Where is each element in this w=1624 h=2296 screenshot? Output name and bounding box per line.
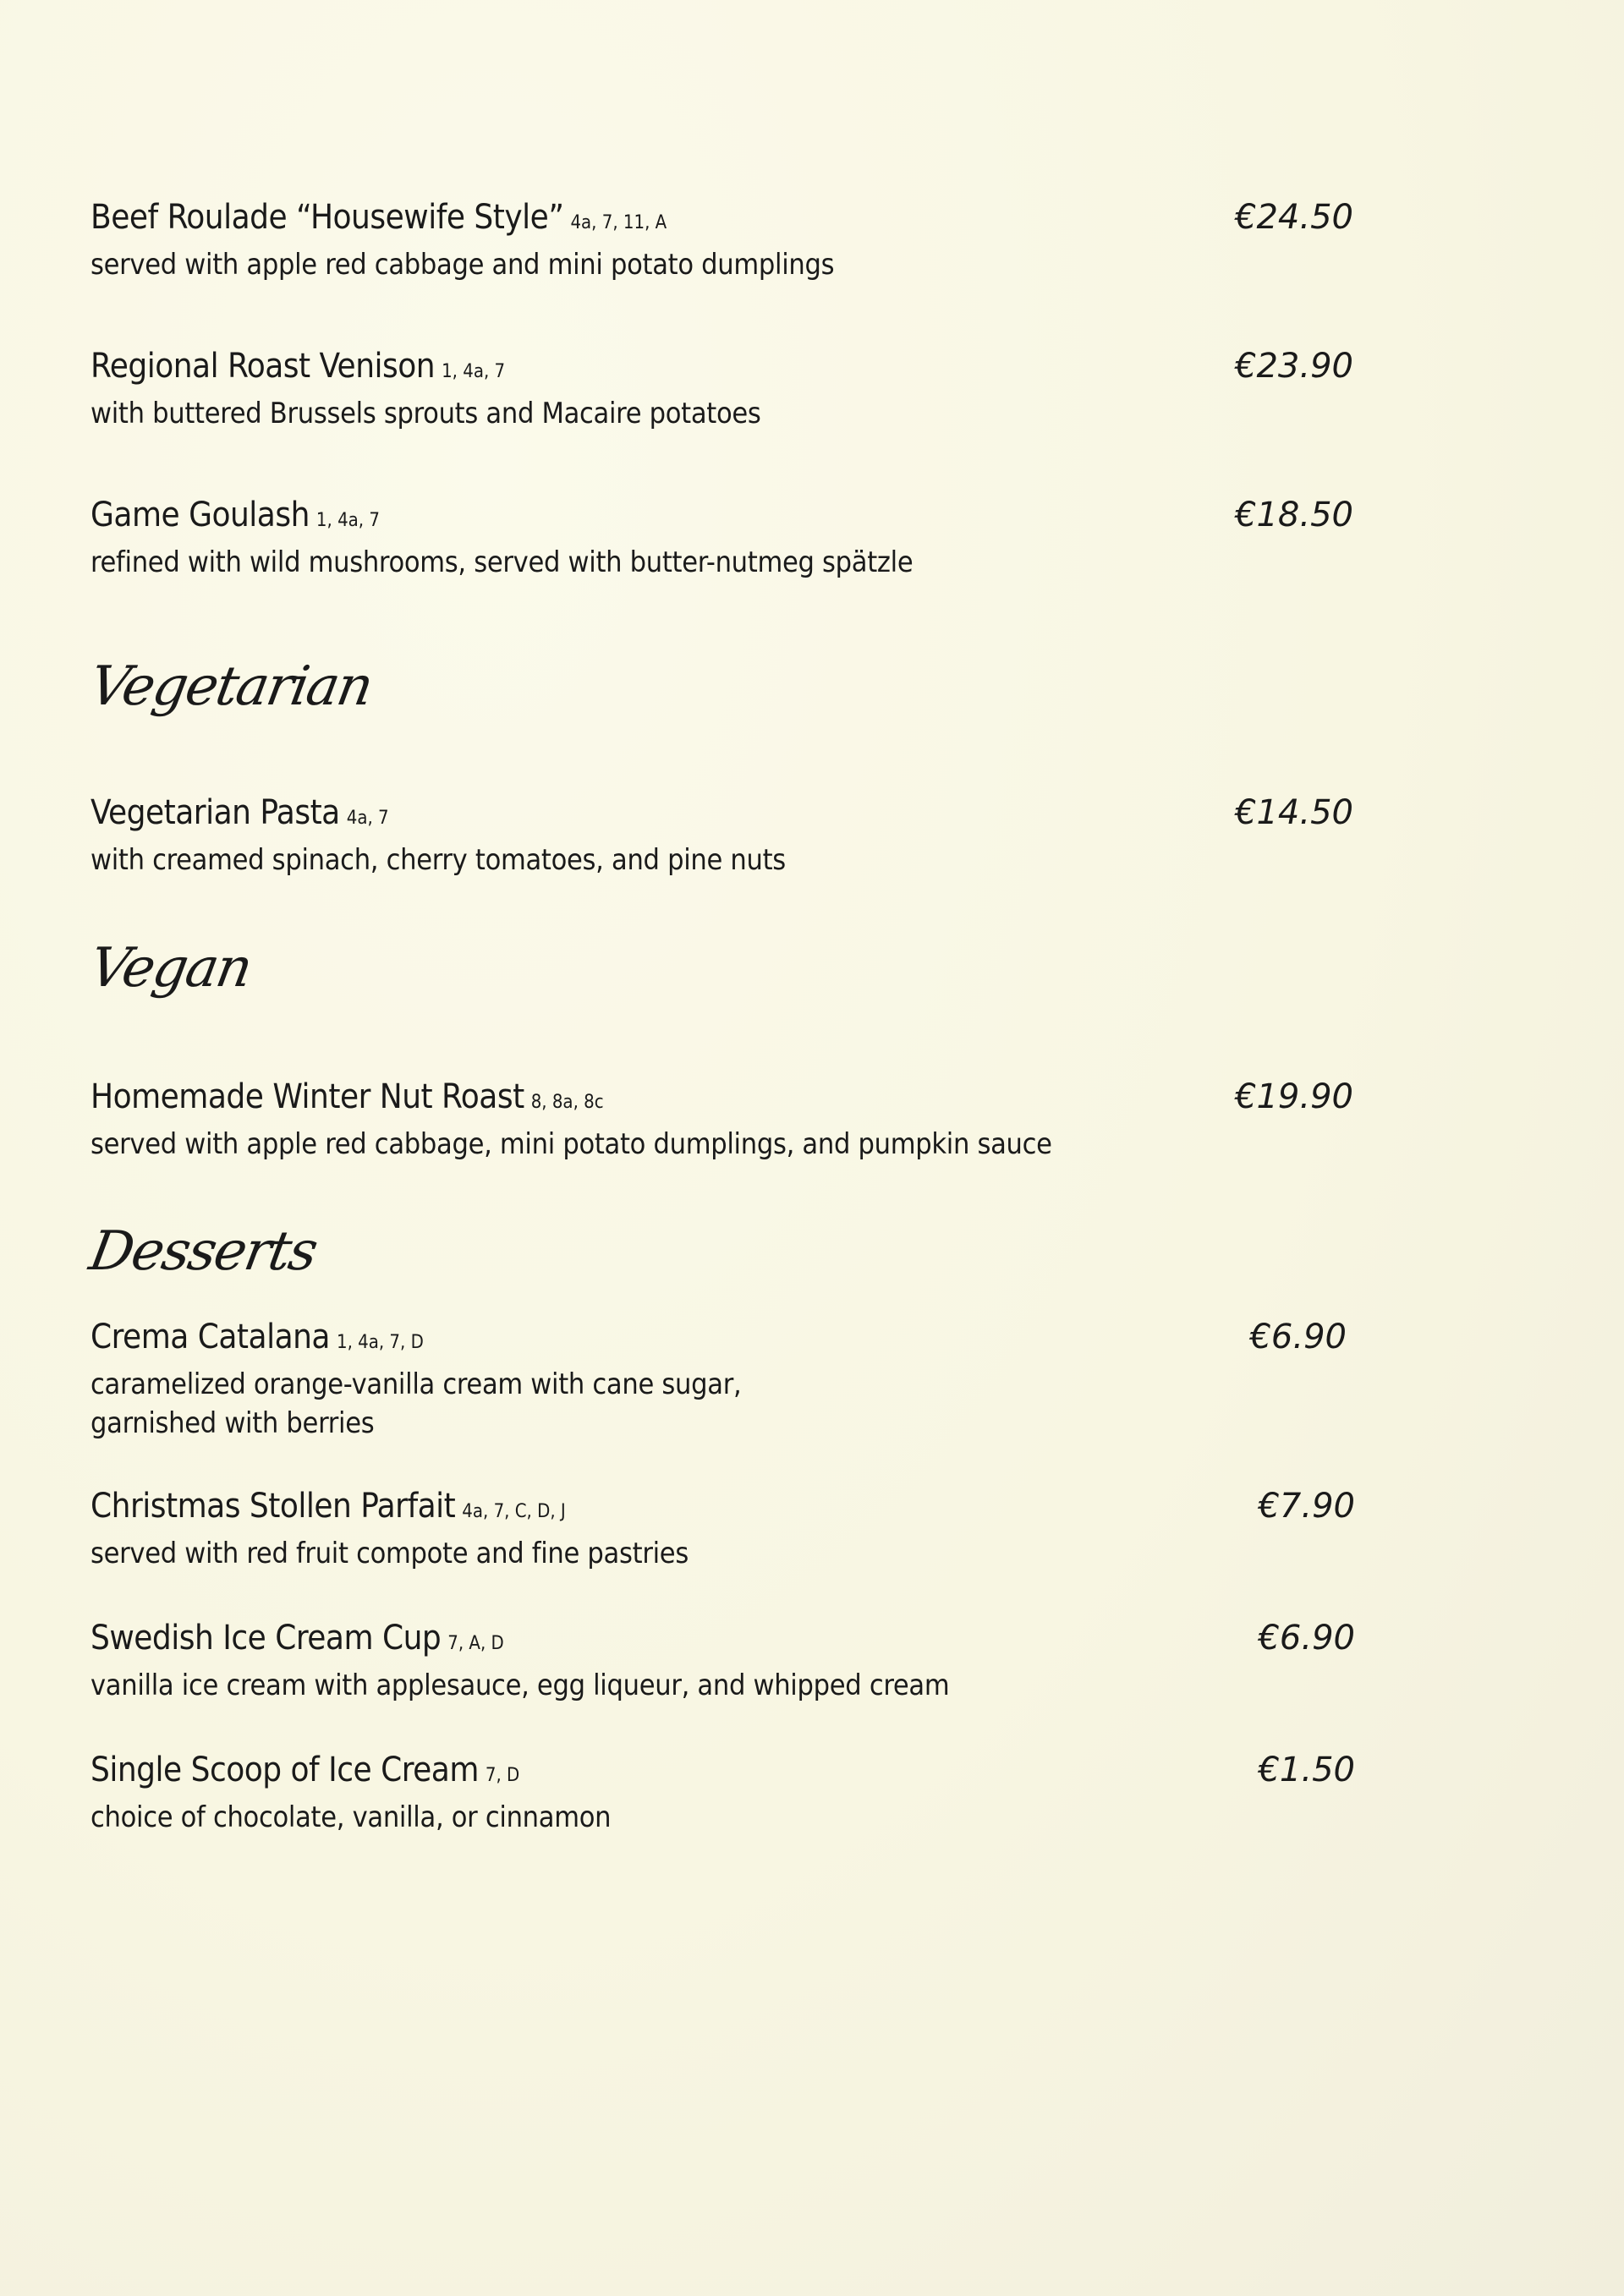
item-allergens: 7, A, D bbox=[447, 1633, 504, 1654]
item-name: Swedish Ice Cream Cup bbox=[91, 1619, 442, 1658]
item-name: Beef Roulade “Housewife Style” bbox=[91, 198, 564, 237]
item-name: Game Goulash bbox=[91, 496, 310, 534]
item-description: with creamed spinach, cherry tomatoes, and pine nuts bbox=[91, 843, 786, 877]
item-price: €6.90 bbox=[1249, 1318, 1347, 1356]
menu-item bbox=[91, 1748, 1376, 1837]
item-description: caramelized orange-vanilla cream with cane sugar, bbox=[91, 1367, 742, 1401]
item-description-line2: garnished with berries bbox=[91, 1406, 375, 1440]
item-price: €7.90 bbox=[1258, 1487, 1355, 1526]
item-price: €1.50 bbox=[1258, 1751, 1355, 1789]
menu-item bbox=[91, 1075, 1376, 1164]
item-price: €24.50 bbox=[1235, 198, 1353, 237]
item-description: served with apple red cabbage, mini potato dumplings, and pumpkin sauce bbox=[91, 1127, 1052, 1161]
menu-item bbox=[91, 791, 1376, 879]
item-name: Vegetarian Pasta bbox=[91, 793, 340, 832]
item-allergens: 4a, 7 bbox=[346, 808, 389, 829]
menu-item bbox=[91, 195, 1376, 284]
item-name: Regional Roast Venison bbox=[91, 347, 436, 386]
menu-item bbox=[91, 1315, 1376, 1443]
item-description: served with red fruit compote and fine pastries bbox=[91, 1537, 689, 1570]
item-price: €14.50 bbox=[1235, 793, 1353, 832]
item-price: €18.50 bbox=[1235, 496, 1353, 534]
item-allergens: 8, 8a, 8c bbox=[530, 1092, 604, 1113]
item-allergens: 4a, 7, C, D, J bbox=[462, 1501, 566, 1522]
menu-item bbox=[91, 344, 1376, 433]
item-allergens: 1, 4a, 7 bbox=[315, 510, 380, 531]
item-allergens: 1, 4a, 7, D bbox=[336, 1332, 424, 1353]
item-price: €19.90 bbox=[1235, 1077, 1353, 1116]
item-name: Christmas Stollen Parfait bbox=[91, 1487, 456, 1526]
item-allergens: 4a, 7, 11, A bbox=[570, 212, 667, 233]
item-price: €23.90 bbox=[1235, 347, 1353, 386]
item-allergens: 7, D bbox=[485, 1765, 520, 1786]
item-description: choice of chocolate, vanilla, or cinnamon bbox=[91, 1800, 612, 1834]
menu-item bbox=[91, 493, 1376, 582]
section-heading-desserts: Desserts bbox=[85, 1220, 321, 1283]
menu-item bbox=[91, 1616, 1376, 1705]
item-description: vanilla ice cream with applesauce, egg liqueur, and whipped cream bbox=[91, 1669, 950, 1702]
item-allergens: 1, 4a, 7 bbox=[442, 361, 506, 382]
item-price: €6.90 bbox=[1258, 1619, 1355, 1658]
item-description: served with apple red cabbage and mini potato dumplings bbox=[91, 248, 835, 282]
item-description: refined with wild mushrooms, served with butter-nutmeg spätzle bbox=[91, 545, 914, 579]
item-name: Homemade Winter Nut Roast bbox=[91, 1077, 524, 1116]
item-description: with buttered Brussels sprouts and Macaire potatoes bbox=[91, 397, 761, 430]
item-name: Single Scoop of Ice Cream bbox=[91, 1751, 479, 1789]
menu-item bbox=[91, 1484, 1376, 1573]
section-heading-vegan: Vegan bbox=[85, 937, 256, 1000]
section-heading-vegetarian: Vegetarian bbox=[85, 655, 376, 718]
item-name: Crema Catalana bbox=[91, 1318, 330, 1356]
